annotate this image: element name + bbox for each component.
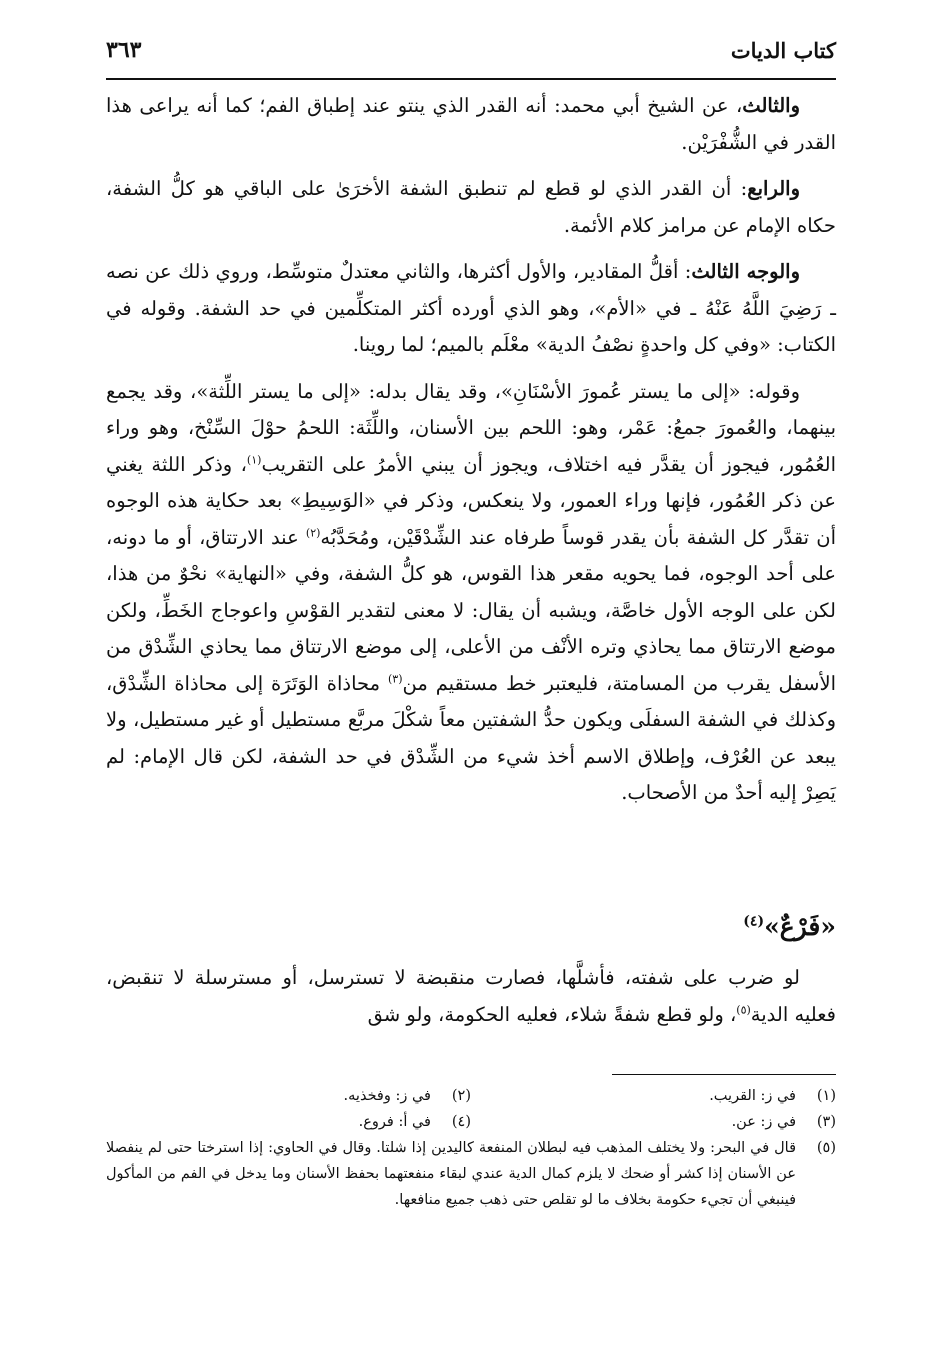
- footnote-rule: [612, 1074, 836, 1075]
- paragraph-fourth-opinion: [106, 171, 836, 244]
- footnote-ref-5[interactable]: (٥): [736, 1003, 751, 1016]
- footnote-number: (٢): [451, 1088, 471, 1104]
- footnote-number: (٣): [816, 1114, 836, 1130]
- paragraph-text: عند الارتتاق، أو ما دونه، على أحد الوجوه، فما يحويه مقعر هذا القوس، هو كلُّ الشفة، وفي «النهاية» نحْوٌ من هذا، لكن على الوجه الأول خاصَّة، ويشبه أن يقال: لا معنى لتقدير القوْسِ واعوجاج الخَطِّ، ولكن موضع الارتتاق مما يحاذي وتره الأنْف من الأعلى، إلى موضع الارتتاق مما يحاذي الشِّدْق من الأسفل يقرب من المسامتة، فليعتبر خط مستقيم من: [106, 525, 836, 695]
- paragraph-text: : أن القدر الذي لو قطع لم تنطبق الشفة الأخرَىٰ على الباقي هو كلُّ الشفة، حكاه الإمام عن مرامز كلام الأئمة.: [106, 177, 836, 237]
- paragraph-commentary: [106, 374, 836, 812]
- footnote-number: (٤): [451, 1114, 471, 1130]
- footnote-2: [106, 1083, 471, 1109]
- section-title: «فَرْعٌ»: [764, 912, 836, 941]
- footnote-ref-4[interactable]: (٤): [743, 913, 765, 930]
- footnote-row: [106, 1083, 836, 1109]
- footnote-ref-1[interactable]: (١): [246, 453, 262, 466]
- paragraph-text: لو ضرب على شفته، فأشلَّها، فصارت منقبضة لا تسترسل، أو مسترسلة لا تنقبض، فعليه الدية: [106, 966, 836, 1026]
- running-title: كتاب الديات: [730, 37, 836, 63]
- page-header: [106, 30, 836, 70]
- footnote-1: [471, 1083, 836, 1109]
- header-rule: [106, 78, 836, 80]
- paragraph-lead: والرابع: [747, 177, 800, 200]
- footnote-ref-3[interactable]: (٣): [387, 672, 403, 685]
- paragraph-lead: والوجه الثالث: [691, 260, 801, 283]
- paragraph-text: ، ولو قطع شفةً شلاء، فعليه الحكومة، ولو شق: [367, 1002, 737, 1026]
- footnote-text: في ز: عن.: [731, 1114, 796, 1130]
- paragraph-ruling: [106, 960, 836, 1033]
- footnote-number: (١): [816, 1088, 836, 1104]
- section-heading: [106, 912, 836, 941]
- paragraph-text: محاذاة الوَتَرَة إلى محاذاة الشِّدْق، وكذلك في الشفة السفلَى ويكون حدُّ الشفتين معاً شكْلَ مربَّع مستطيل أو غير مستطيل، ولا يبعد عن العُرْف، وإطلاق الاسم أخذ شيء من الشِّدْق في حد الشفة، لكن قال الإمام: لم يَصِرْ إليه أحدٌ من الأصحاب.: [106, 671, 836, 804]
- footnote-text: في ز: القريب.: [709, 1088, 796, 1104]
- paragraph-text: ، وذكر اللثة يغني عن ذكر العُمُور، فإنها وراء العمور، ولا ينعكس، وذكر في «الوَسِيطِ» بعد حكاية هذه الوجوه أن تقدَّر كل الشفة بأن يقدر قوساً طرفاه عند الشِّدْقَيْن، ومُحَدَّبُه: [106, 452, 836, 549]
- paragraph-text: : أقلُّ المقادير، والأول أكثرها، والثاني معتدلٌ متوسِّط، وروي ذلك عن نصه ـ رَضِيَ اللَّهُ عَنْهُ ـ في «الأم»، وهو الذي أورده أكثر المتكلِّمين في حد الشفة. وقوله في الكتاب: «وفي كل واحدةٍ نصْفُ الدية» معْلَم بالميم؛ لما روينا.: [106, 260, 836, 356]
- footnote-3: [471, 1109, 836, 1135]
- footnotes: [106, 1083, 836, 1213]
- paragraph-text: وقوله: «إلى ما يستر عُمورَ الأسْنَانِ»، وقد يقال بدله: «إلى ما يستر اللِّثة»، وقد يجمع بينهما، والعُمورَ جمعُ: عَمْر، وهو: اللحم بين الأسنان، واللِّثَة: اللحمُ حوْلَ السِّنْخ، وهو وراء العُمُور، فيجوز أن يقدَّر فيه اختلاف، ويجوز أن يبني الأمرُ على التقريب: [106, 379, 836, 476]
- paragraph-text: ، عن الشيخ أبي محمد: أنه القدر الذي ينتو عند إطباق الفم؛ كما أنه يراعى هذا القدر في الشُّفْرَيْن.: [106, 94, 836, 154]
- footnote-text: في ز: وفخذيه.: [343, 1088, 431, 1104]
- footnote-row: [106, 1109, 836, 1135]
- footnote-ref-2[interactable]: (٢): [305, 526, 321, 539]
- page-number: ٣٦٣: [106, 37, 142, 63]
- footnote-4: [106, 1109, 471, 1135]
- main-text: [106, 88, 836, 822]
- footnote-text: في أ: فروع.: [358, 1114, 431, 1130]
- paragraph-lead: والثالث: [742, 94, 800, 117]
- footnote-5: [106, 1135, 836, 1213]
- paragraph-third-opinion: [106, 88, 836, 161]
- paragraph-third-aspect: [106, 254, 836, 364]
- footnote-text: قال في البحر: ولا يختلف المذهب فيه لبطلان المنفعة كاليدين إذا شلتا. وقال في الحاوي: إذا استرختا حتى لم ينفصلا عن الأسنان إذا كشر أو ضحك لا يلزم كمال الدية عندي لبقاء منفعتهما بحفظ الأسنان وما يدخل في الفم من المأكول فينبغي أن تجيء حكومة بخلاف ما لو تقلص حتى ذهب جميع منافعها.: [106, 1140, 796, 1208]
- section-text: [106, 960, 836, 1033]
- footnote-number: (٥): [816, 1140, 836, 1156]
